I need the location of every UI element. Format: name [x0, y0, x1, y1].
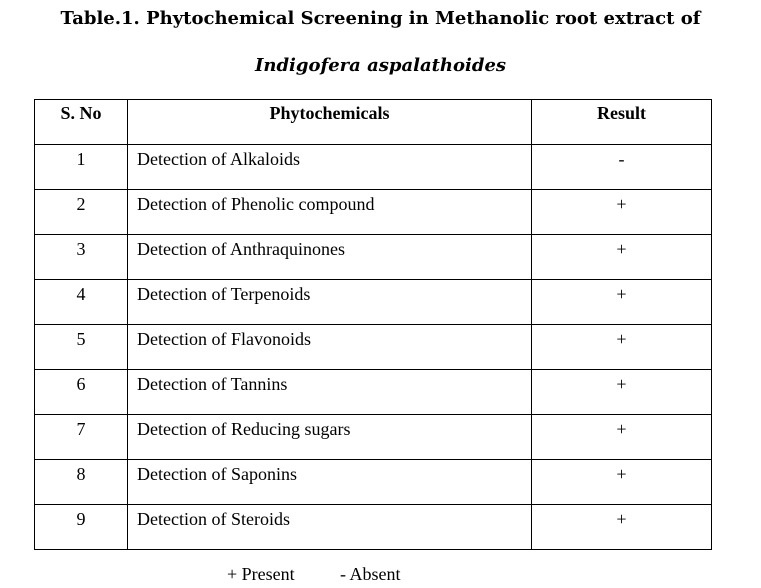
- cell-result: +: [532, 505, 712, 550]
- header-sno: S. No: [35, 100, 128, 145]
- cell-result: -: [532, 145, 712, 190]
- cell-result: +: [532, 370, 712, 415]
- cell-sno: 4: [35, 280, 128, 325]
- phytochemical-table: [34, 99, 712, 550]
- legend-absent: - Absent: [340, 564, 401, 584]
- cell-sno: 8: [35, 460, 128, 505]
- cell-sno: 7: [35, 415, 128, 460]
- cell-sno: 5: [35, 325, 128, 370]
- cell-phytochemical: Detection of Terpenoids: [128, 280, 532, 325]
- cell-result: +: [532, 460, 712, 505]
- cell-sno: 2: [35, 190, 128, 235]
- cell-phytochemical: Detection of Alkaloids: [128, 145, 532, 190]
- table-row: [35, 505, 712, 550]
- cell-result: +: [532, 415, 712, 460]
- table-row: [35, 145, 712, 190]
- table-row: [35, 280, 712, 325]
- header-phytochemicals: Phytochemicals: [128, 100, 532, 145]
- cell-sno: 9: [35, 505, 128, 550]
- table-title: Table.1. Phytochemical Screening in Methanolic root extract of: [60, 8, 701, 29]
- table-row: [35, 460, 712, 505]
- cell-result: +: [532, 325, 712, 370]
- cell-phytochemical: Detection of Steroids: [128, 505, 532, 550]
- cell-phytochemical: Detection of Anthraquinones: [128, 235, 532, 280]
- table-row: [35, 325, 712, 370]
- cell-result: +: [532, 190, 712, 235]
- legend-present: + Present: [227, 564, 295, 584]
- cell-result: +: [532, 280, 712, 325]
- cell-sno: 6: [35, 370, 128, 415]
- table-header-row: [35, 100, 712, 145]
- table-row: [35, 190, 712, 235]
- table-row: [35, 370, 712, 415]
- cell-phytochemical: Detection of Tannins: [128, 370, 532, 415]
- cell-phytochemical: Detection of Flavonoids: [128, 325, 532, 370]
- cell-phytochemical: Detection of Reducing sugars: [128, 415, 532, 460]
- cell-phytochemical: Detection of Saponins: [128, 460, 532, 505]
- cell-sno: 1: [35, 145, 128, 190]
- header-result: Result: [532, 100, 712, 145]
- cell-sno: 3: [35, 235, 128, 280]
- table-row: [35, 415, 712, 460]
- table-title-species: Indigofera aspalathoides: [254, 55, 507, 76]
- cell-phytochemical: Detection of Phenolic compound: [128, 190, 532, 235]
- cell-result: +: [532, 235, 712, 280]
- table-row: [35, 235, 712, 280]
